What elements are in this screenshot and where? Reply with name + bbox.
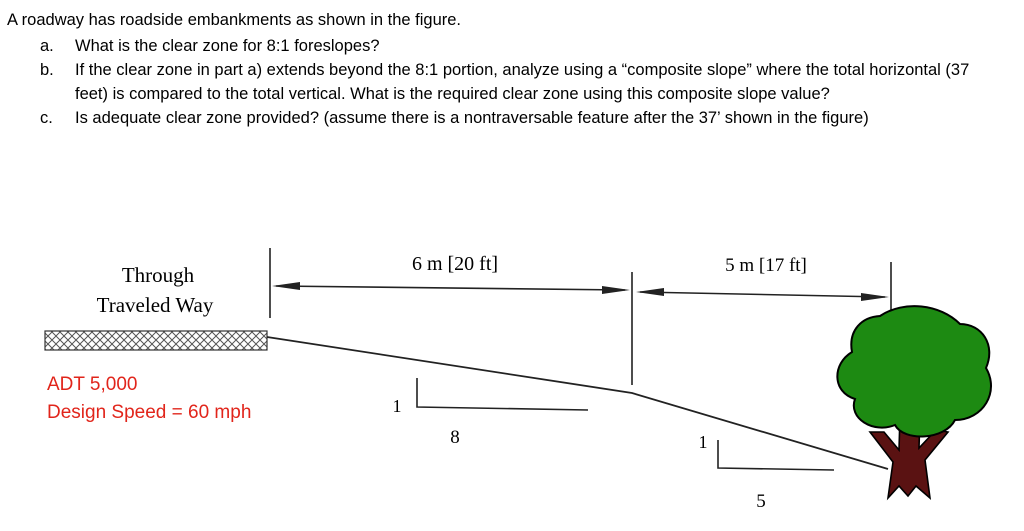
- slope-2-rise: 1: [698, 432, 708, 452]
- page-bottom-edge: [0, 524, 1024, 531]
- problem-intro: A roadway has roadside embankments as shown in the figure.: [7, 11, 462, 29]
- traveled-way-label-line1: Through: [121, 263, 195, 287]
- dimension-label-1: 6 m [20 ft]: [411, 253, 499, 275]
- question-text: What is the clear zone for 8:1 foreslopes?: [75, 37, 380, 55]
- pavement-hatch: [45, 331, 267, 350]
- question-letter: a.: [40, 37, 54, 55]
- question-letter: c.: [40, 109, 53, 127]
- slope-2-run: 5: [756, 491, 766, 512]
- arrowhead: [272, 282, 300, 290]
- slope-1-rise: 1: [392, 396, 402, 416]
- traveled-way-label-line2: Traveled Way: [96, 293, 214, 317]
- arrowhead: [636, 288, 664, 296]
- slope-1-run: 8: [450, 427, 460, 448]
- design-speed-label: Design Speed = 60 mph: [47, 402, 252, 423]
- slope-indicator-2: [718, 440, 834, 470]
- question-letter: b.: [40, 61, 54, 79]
- arrowhead: [861, 293, 889, 301]
- dimension-label-2: 5 m [17 ft]: [725, 255, 807, 276]
- arrowhead: [602, 286, 630, 294]
- ground-profile: [267, 337, 888, 469]
- dimension-line-1: [276, 286, 625, 290]
- adt-label: ADT 5,000: [47, 374, 138, 395]
- question-text: Is adequate clear zone provided? (assume there is a nontraversable feature after the 37’ shown in the figure): [75, 109, 869, 127]
- question-text: If the clear zone in part a) extends beyond the 8:1 portion, analyze using a “composite slope” where the total horizontal (37 feet) is compared to the total vertical. What is the required clear zone using this composite slope value?: [75, 61, 970, 103]
- tree-icon: [837, 306, 991, 498]
- dimension-line-2: [640, 292, 885, 297]
